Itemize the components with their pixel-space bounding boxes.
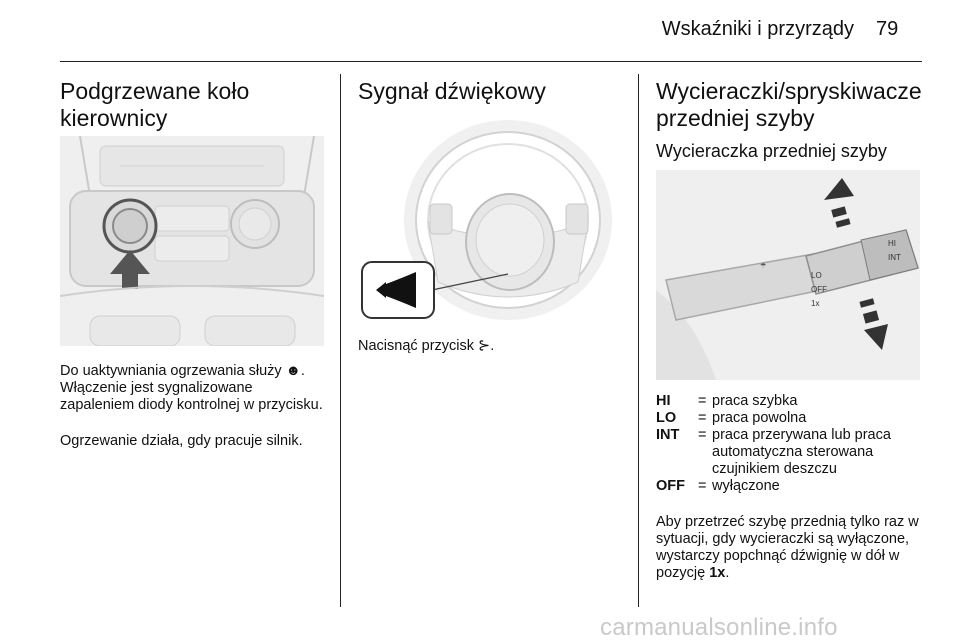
running-header-title: Wskaźniki i przyrządy xyxy=(661,18,854,40)
single-wipe-text xyxy=(656,514,922,582)
stalk-label-1x: 1x xyxy=(811,299,820,308)
definition-row-hi xyxy=(656,393,926,410)
definition-row-lo xyxy=(656,410,926,427)
definition-desc: wyłączone xyxy=(712,478,780,494)
definition-term: OFF xyxy=(656,478,685,494)
definition-desc: praca powolna xyxy=(712,410,807,426)
horn-text: Nacisnąć przycisk ⊱. xyxy=(358,338,495,354)
single-wipe-text-main: Aby przetrzeć szybę przednią tylko raz w sytuacji, gdy wycieraczki są wyłączone, wystarczy popchnąć dźwignię w dół w pozycję xyxy=(656,514,919,581)
stalk-label-int: INT xyxy=(888,253,901,262)
definition-term: INT xyxy=(656,427,680,443)
definition-equals: = xyxy=(698,478,707,494)
svg-text:☂: ☂ xyxy=(760,263,767,270)
heated-wheel-text-2: Ogrzewanie działa, gdy pracuje silnik. xyxy=(60,433,303,449)
single-wipe-position: 1x xyxy=(709,565,726,581)
watermark[interactable]: carmanualsonline.info xyxy=(600,614,838,641)
column-divider-2 xyxy=(638,74,639,607)
figure-wiper-stalk xyxy=(656,170,920,380)
definition-equals: = xyxy=(698,393,707,409)
subheading-windscreen-wiper: Wycieraczka przedniej szyby xyxy=(656,141,887,161)
page-number: 79 xyxy=(876,18,899,40)
stalk-label-lo: LO xyxy=(811,271,822,280)
definition-term: LO xyxy=(656,410,677,426)
section-heading-horn: Sygnał dźwiękowy xyxy=(358,78,546,104)
definition-equals: = xyxy=(698,410,707,426)
single-wipe-text-end: . xyxy=(725,565,730,581)
wiper-positions-list xyxy=(656,393,926,495)
definition-row-int xyxy=(656,427,926,478)
definition-equals: = xyxy=(698,427,707,443)
heated-wheel-text-1: Do uaktywniania ogrzewania służy ☻. Włączenie jest sygnalizowane zapaleniem diody kontrolnej w przycisku. xyxy=(60,363,323,413)
stalk-label-hi: HI xyxy=(888,239,896,248)
header-divider xyxy=(60,61,922,62)
stalk-label-off: OFF xyxy=(811,285,827,294)
section-heading-wipers-washers: Wycieraczki/spryskiwacze przedniej szyby xyxy=(656,78,922,131)
figure-heated-wheel-button xyxy=(60,136,324,346)
definition-desc: praca szybka xyxy=(712,393,798,409)
definition-row-off xyxy=(656,478,926,495)
definition-term: HI xyxy=(656,393,671,409)
definition-desc: praca przerywana lub praca automatyczna sterowana czujnikiem deszczu xyxy=(712,427,891,477)
figure-steering-wheel-horn xyxy=(358,112,622,326)
column-divider-1 xyxy=(340,74,341,607)
section-heading-heated-steering-wheel: Podgrzewane koło kierownicy xyxy=(60,78,250,131)
